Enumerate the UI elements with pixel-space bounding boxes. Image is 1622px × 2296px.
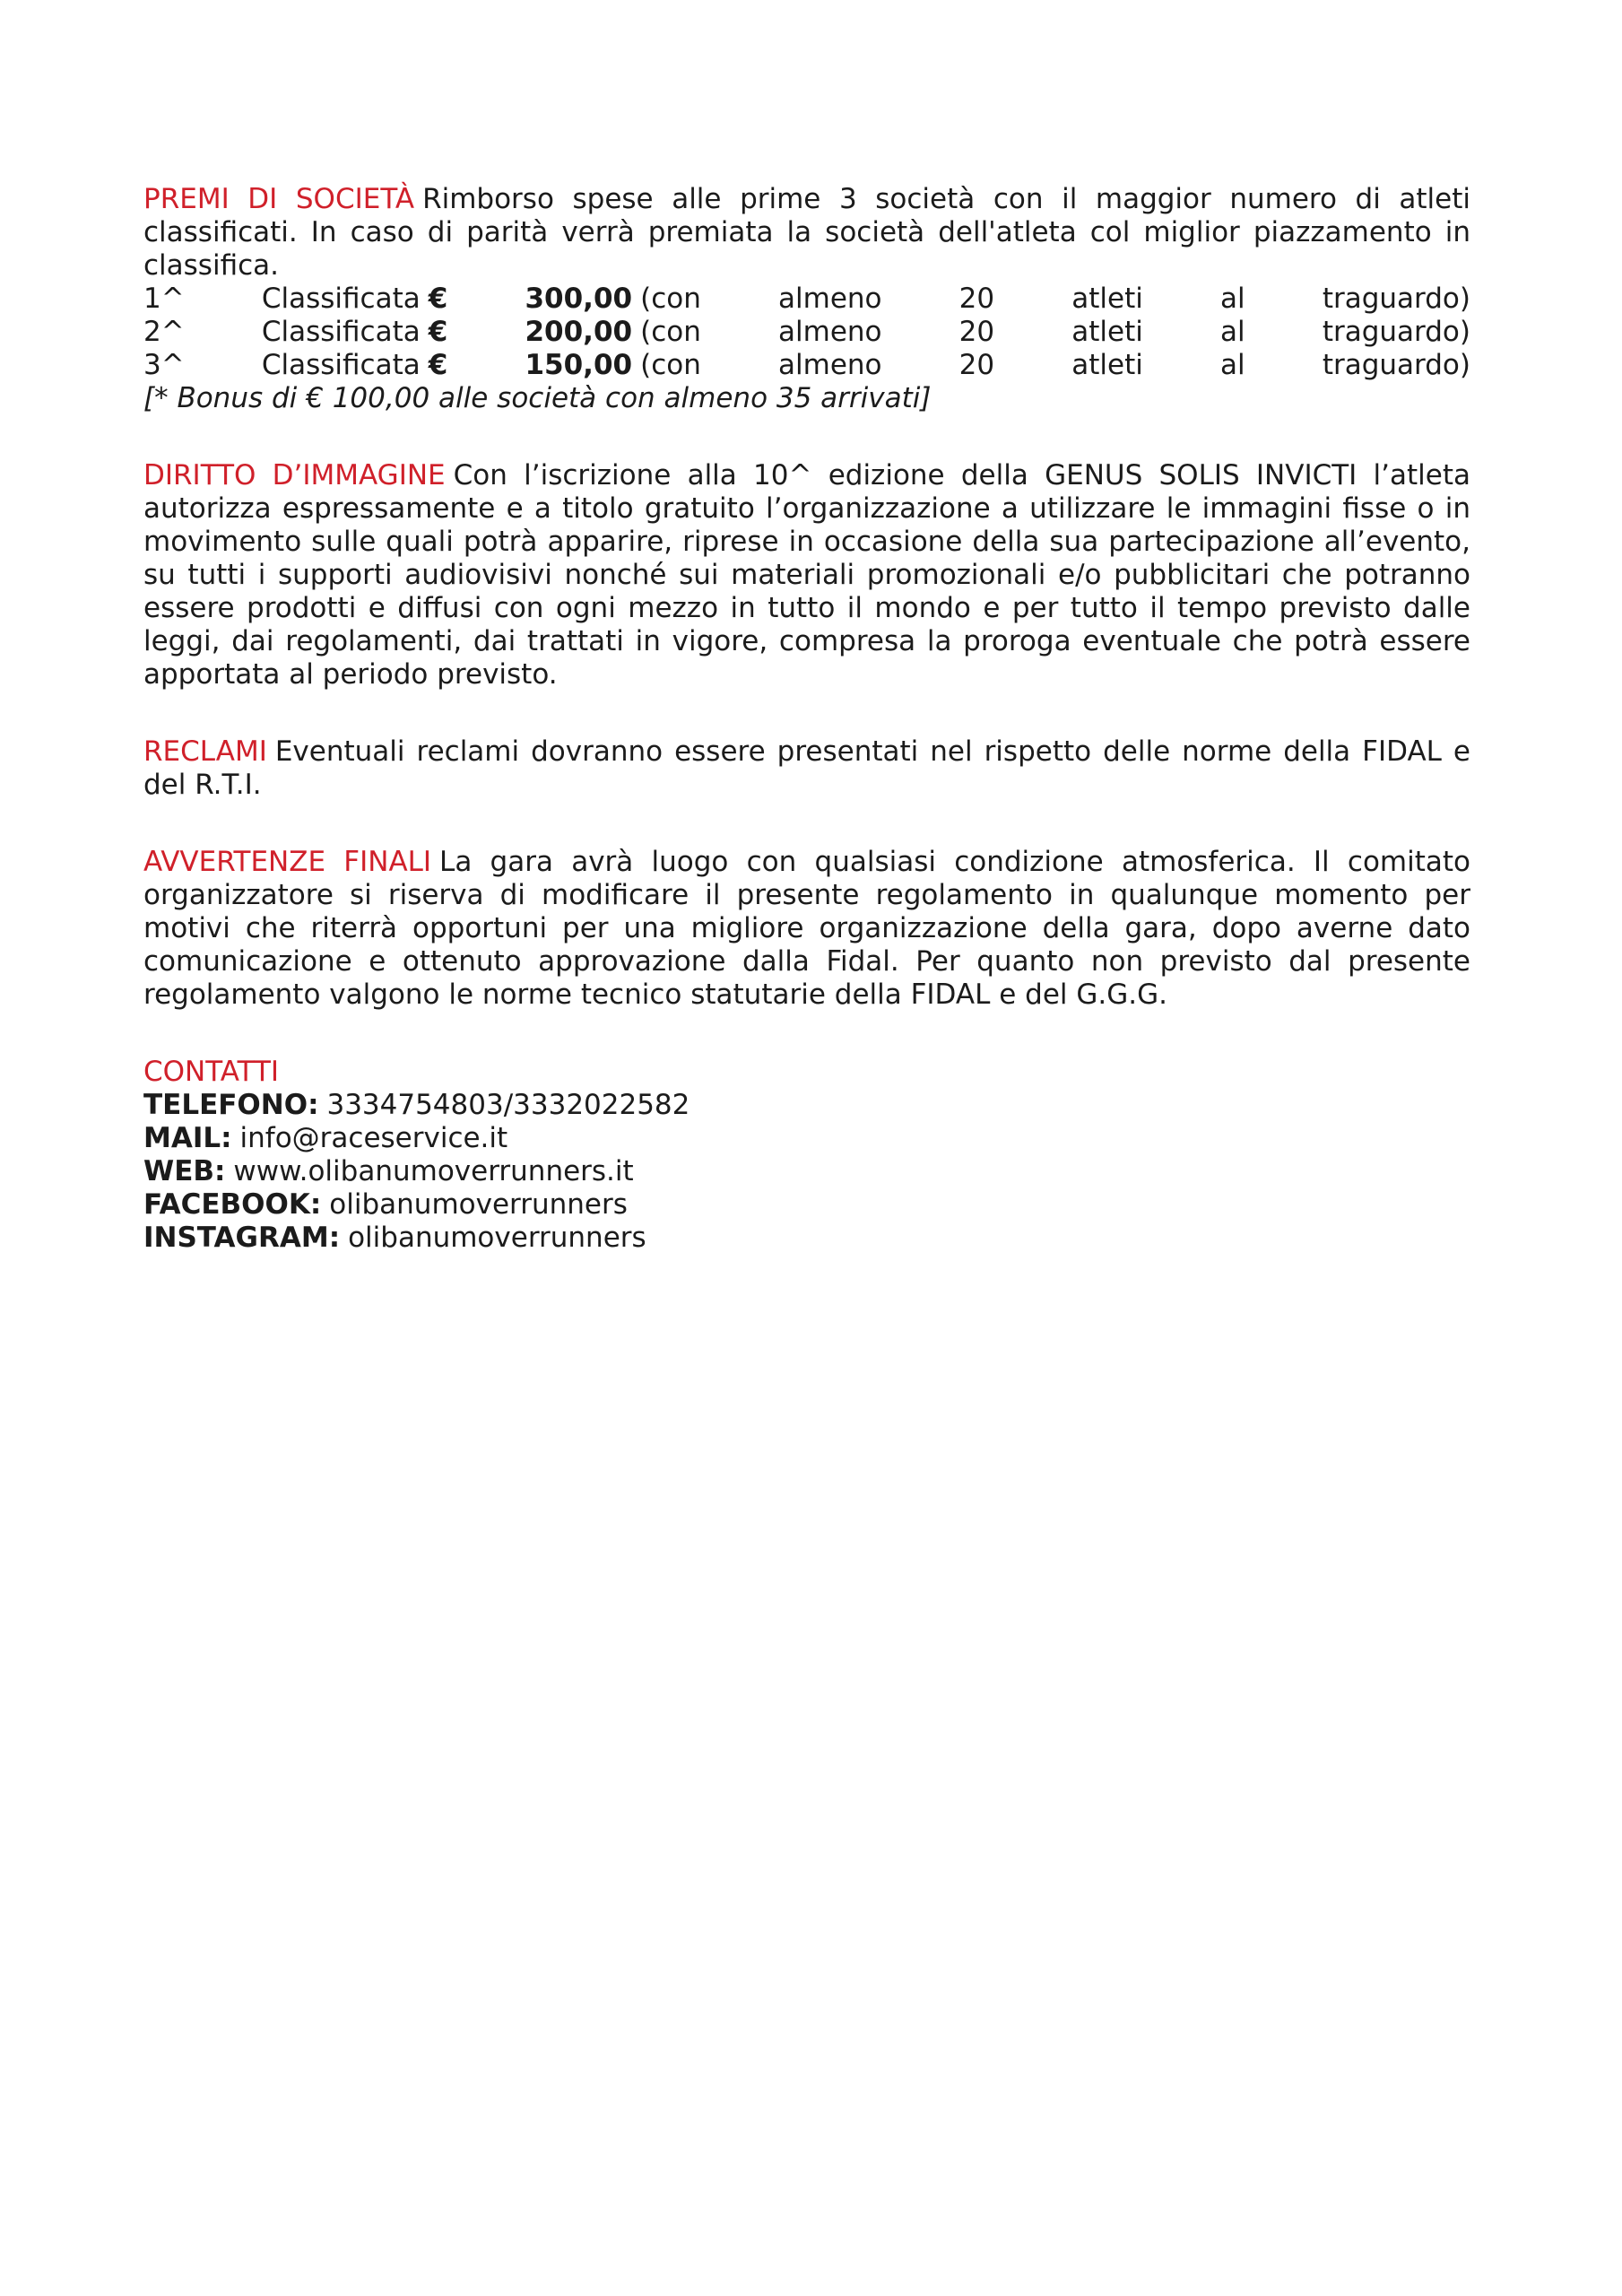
reclami-body: Eventuali reclami dovranno essere presentati nel rispetto delle norme della FIDAL e del R.T.I. <box>143 735 1470 801</box>
facebook-label: FACEBOOK: <box>143 1188 322 1221</box>
prize-label: Classificata <box>261 349 421 381</box>
contact-mail <box>143 1122 1470 1155</box>
euro-sign: € <box>428 283 448 315</box>
prize-amount: 300,00 <box>525 283 633 315</box>
section-reclami <box>143 735 1470 802</box>
section-avvertenze-finali <box>143 846 1470 1012</box>
telefono-label: TELEFONO: <box>143 1089 319 1121</box>
premi-body: Rimborso spese alle prime 3 società con il maggior numero di atleti classificati. In caso di parità verrà premiata la società dell'atleta col miglior piazzamento in classifica. <box>143 183 1470 282</box>
section-diritto-immagine <box>143 459 1470 691</box>
athlete-count: 20 <box>958 349 995 381</box>
prize-label: Classificata <box>261 316 421 348</box>
contact-telefono <box>143 1089 1470 1122</box>
contatti-heading: CONTATTI <box>143 1056 280 1088</box>
prize-rank: 3^ <box>143 349 185 381</box>
document-page <box>143 183 1470 1255</box>
reclami-paragraph <box>143 735 1470 802</box>
section-contatti <box>143 1056 1470 1255</box>
avvertenze-paragraph <box>143 846 1470 1012</box>
contact-facebook <box>143 1188 1470 1222</box>
diritto-heading: DIRITTO D’IMMAGINE <box>143 459 446 491</box>
mail-value: info@raceservice.it <box>239 1122 508 1154</box>
contact-instagram <box>143 1222 1470 1255</box>
instagram-label: INSTAGRAM: <box>143 1222 341 1254</box>
prize-row-1: 1^ Classificata € 300,00 (con almeno 20 atleti al traguardo) <box>143 283 1470 315</box>
mail-label: MAIL: <box>143 1122 232 1154</box>
telefono-value: 3334754803/3332022582 <box>326 1089 690 1121</box>
euro-sign: € <box>428 349 448 381</box>
premi-heading: PREMI DI SOCIETÀ <box>143 183 415 215</box>
web-value: www.olibanumoverrunners.it <box>233 1155 634 1187</box>
prize-row-3: 3^ Classificata € 150,00 (con almeno 20 atleti al traguardo) <box>143 349 1470 381</box>
instagram-value: olibanumoverrunners <box>348 1222 646 1254</box>
diritto-body: Con l’iscrizione alla 10^ edizione della GENUS SOLIS INVICTI l’atleta autorizza espressamente e a titolo gratuito l’organizzazione a utilizzare le immagini fisse o in movimento sulle quali potrà apparire, riprese in occasione della sua partecipazione all’evento, su tutti i supporti audiovisivi nonché sui materiali promozionali e/o pubblicitari che potranno essere prodotti e diffusi con ogni mezzo in tutto il mondo e per tutto il tempo previsto dalle leggi, dai regolamenti, dai trattati in vigore, compresa la proroga eventuale che potrà essere apportata al periodo previsto. <box>143 459 1471 691</box>
prize-rank: 2^ <box>143 316 185 348</box>
prize-rank: 1^ <box>143 283 185 315</box>
web-label: WEB: <box>143 1155 226 1187</box>
prize-label: Classificata <box>261 283 421 315</box>
premi-paragraph <box>143 183 1470 283</box>
section-premi-di-societa <box>143 183 1470 415</box>
avvertenze-heading: AVVERTENZE FINALI <box>143 846 432 878</box>
prize-amount: 150,00 <box>525 349 633 381</box>
athlete-count: 20 <box>958 283 995 315</box>
prize-amount: 200,00 <box>525 316 633 348</box>
reclami-heading: RECLAMI <box>143 735 267 768</box>
athlete-count: 20 <box>958 316 995 348</box>
bonus-note: [* Bonus di € 100,00 alle società con almeno 35 arrivati] <box>143 382 932 414</box>
avvertenze-body: La gara avrà luogo con qualsiasi condizione atmosferica. Il comitato organizzatore si riserva di modificare il presente regolamento in qualunque momento per motivi che riterrà opportuni per una migliore organizzazione della gara, dopo averne dato comunicazione e ottenuto approvazione dalla Fidal. Per quanto non previsto dal presente regolamento valgono le norme tecnico statutarie della FIDAL e del G.G.G. <box>143 846 1470 1011</box>
prize-row-2: 2^ Classificata € 200,00 (con almeno 20 atleti al traguardo) <box>143 316 1470 348</box>
contact-web <box>143 1155 1470 1188</box>
diritto-paragraph <box>143 459 1470 691</box>
euro-sign: € <box>428 316 448 348</box>
facebook-value: olibanumoverrunners <box>329 1188 628 1221</box>
